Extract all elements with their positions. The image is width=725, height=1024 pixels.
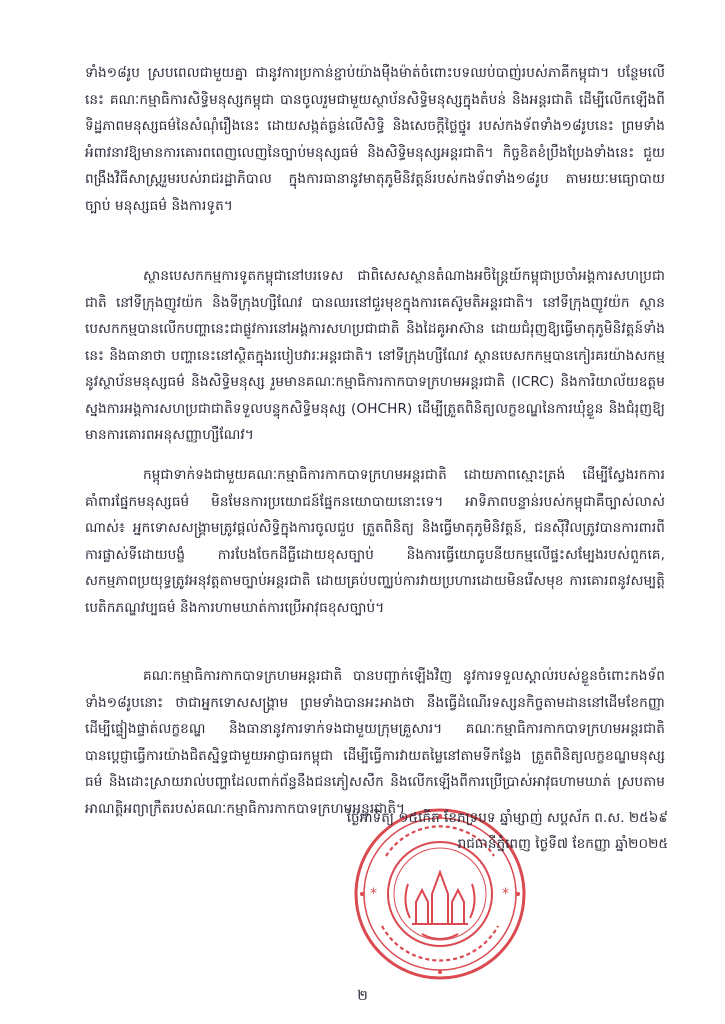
date-solar: រាជធានីភ្នំពេញ ថ្ងៃទី៧ ខែកញ្ញា ឆ្នាំ២០២៥ [457, 836, 668, 852]
paragraph-1: ទាំង១៨រូប ស្របពេលជាមួយគ្នា ជានូវការប្រកាន់ខ្ជាប់យ៉ាងម៉ឺងម៉ាត់ចំពោះបទឈប់បាញ់របស់ភាគីកម្ពុជា។ បន្ថែមលើនេះ គណៈកម្មាធិការសិទ្ធិមនុស្សកម្ពុជា បានចូលរួមជាមួយស្ថាប័នសិទ្ធិមនុស្សក្នុងតំបន់ និងអន្តរជាតិ ដើម្បីលើកឡើងពីទិដ្ឋភាពមនុស្សធម៌នៃសំណុំរឿងនេះ ដោយសង្កត់ធ្ងន់លើសិទ្ធិ និងសេចក្តីថ្លៃថ្នូរ របស់កងទ័ពទាំង១៨រូបនេះ ព្រមទាំងអំពាវនាវឱ្យមានការគោរពពេញលេញនៃច្បាប់មនុស្សធម៌ និងសិទ្ធិមនុស្សអន្តរជាតិ។ កិច្ចខិតខំប្រឹងប្រែងទាំងនេះ ជួយពង្រឹងវិធីសាស្រ្តរួមរបស់រាជរដ្ឋាភិបាល ក្នុងការធានានូវមាតុភូមិនិវត្តន៍របស់កងទ័ពទាំង១៨រូប តាមរយៈមធ្យោបាយច្បាប់ មនុស្សធម៌ និងការទូត។ [85, 65, 665, 214]
page-number: ២ [357, 988, 368, 1004]
svg-text:*: * [502, 886, 509, 902]
svg-text:*: * [370, 886, 377, 902]
paragraph-2: ស្ថានបេសកកម្មការទូតកម្ពុជានៅបរទេស ជាពិសេសស្ថានតំណាងអចិន្ត្រៃយ៍កម្ពុជាប្រចាំអង្គការសហប្រជាជាតិ នៅទីក្រុងញូវយ៉ក និងទីក្រុងហ្សឺណែវ បានឈរនៅជួរមុខក្នុងការគេស៊ូមតិអន្តរជាតិ។ នៅទីក្រុងញូវយ៉ក ស្ថានបេសកកម្មបានលើកបញ្ហានេះជាផ្លូវការនៅអង្គការសហប្រជាជាតិ និងដៃគូអាស៊ាន ដោយជំរុញឱ្យធ្វើមាតុភូមិនិវត្តន៍ទាំងនេះ និងធានាថា បញ្ហានេះនៅស្ថិតក្នុងរបៀបវារៈអន្តរជាតិ។ នៅទីក្រុងហ្សឺណែវ ស្ថានបេសកកម្មបានកៀរគរយ៉ាងសកម្មនូវស្ថាប័នមនុស្សធម៌ និងសិទ្ធិមនុស្ស រួមមានគណៈកម្មាធិការកាកបាទក្រហមអន្តរជាតិ (ICRC) និងការិយាល័យឧត្តមស្នងការអង្គការសហប្រជាជាតិទទួលបន្ទុកសិទ្ធិមនុស្ស (OHCHR) ដើម្បីត្រួតពិនិត្យលក្ខខណ្ឌនៃការឃុំខ្លួន និងជំរុញឱ្យមានការគោរពអនុសញ្ញាហ្សឺណែវ។ [85, 268, 665, 443]
paragraph-4: គណៈកម្មាធិការកាកបាទក្រហមអន្តរជាតិ បានបញ្ជាក់ឡើងវិញ នូវការទទួលស្គាល់របស់ខ្លួនចំពោះកងទ័ពទាំង១៨រូបនោះ ថាជាអ្នកទោសសង្គ្រាម ព្រមទាំងបានអះអាងថា នឹងធ្វើដំណើរទស្សនកិច្ចតាមដាននៅដើមខែកញ្ញា ដើម្បីផ្ទៀងផ្ទាត់លក្ខខណ្ឌ និងធានានូវការទាក់ទងជាមួយក្រុមគ្រួសារ។ គណៈកម្មាធិការកាកបាទក្រហមអន្តរជាតិ បានប្តេជ្ញាធ្វើការយ៉ាងជិតស្និទ្ធជាមួយអាជ្ញាធរកម្ពុជា ដើម្បីធ្វើការវាយតម្លៃនៅតាមទីកន្លែង ត្រួតពិនិត្យលក្ខខណ្ឌមនុស្សធម៌ និងដោះស្រាយរាល់បញ្ហាដែលពាក់ព័ន្ធនឹងជនភៀសសឹក និងលើកឡើងពីការប្រើប្រាស់អាវុធហាមឃាត់ ស្របតាមអាណត្តិអព្យាក្រឹតរបស់គណៈកម្មាធិការកាកបាទក្រហមអន្តរជាតិ។ [85, 668, 665, 817]
date-lunar: ថ្ងៃអាទិត្យ ១៥កើត ខែភទ្របទ ឆ្នាំម្សាញ់ សប្តស័ក ព.ស. ២៥៦៩ [346, 810, 668, 826]
paragraph-3: កម្ពុជាទាក់ទងជាមួយគណៈកម្មាធិការកាកបាទក្រហមអន្តរជាតិ ដោយភាពស្មោះត្រង់ ដើម្បីស្វែងរកការគាំពារផ្នែកមនុស្សធម៌ មិនមែនការប្រយោជន៍ផ្នែកនយោបាយនោះទេ។ អាទិភាពបន្ទាន់របស់កម្ពុជាគឺច្បាស់លាស់ណាស់៖ អ្នកទោសសង្គ្រាមត្រូវផ្តល់សិទ្ធិក្នុងការចូលជួប ត្រួតពិនិត្យ និងធ្វើមាតុភូមិនិវត្តន៍, ជនស៊ីវិលត្រូវបានការពារពីការផ្លាស់ទីដោយបង្ខំ ការបែងចែកដីធ្លីដោយខុសច្បាប់ និងការធ្វើយោធូបនីយកម្មលើផ្ទះសម្បែងរបស់ពួកគេ, សកម្មភាពប្រយុទ្ធត្រូវអនុវត្តតាមច្បាប់អន្តរជាតិ ដោយគ្រប់បញ្ឈប់ការវាយប្រហារដោយមិនរើសមុខ ការគោរពនូវសម្បត្តិបេតិកភណ្ឌវប្បធម៌ និងការហាមឃាត់ការប្រើអាវុធខុសច្បាប់។ [85, 467, 665, 616]
